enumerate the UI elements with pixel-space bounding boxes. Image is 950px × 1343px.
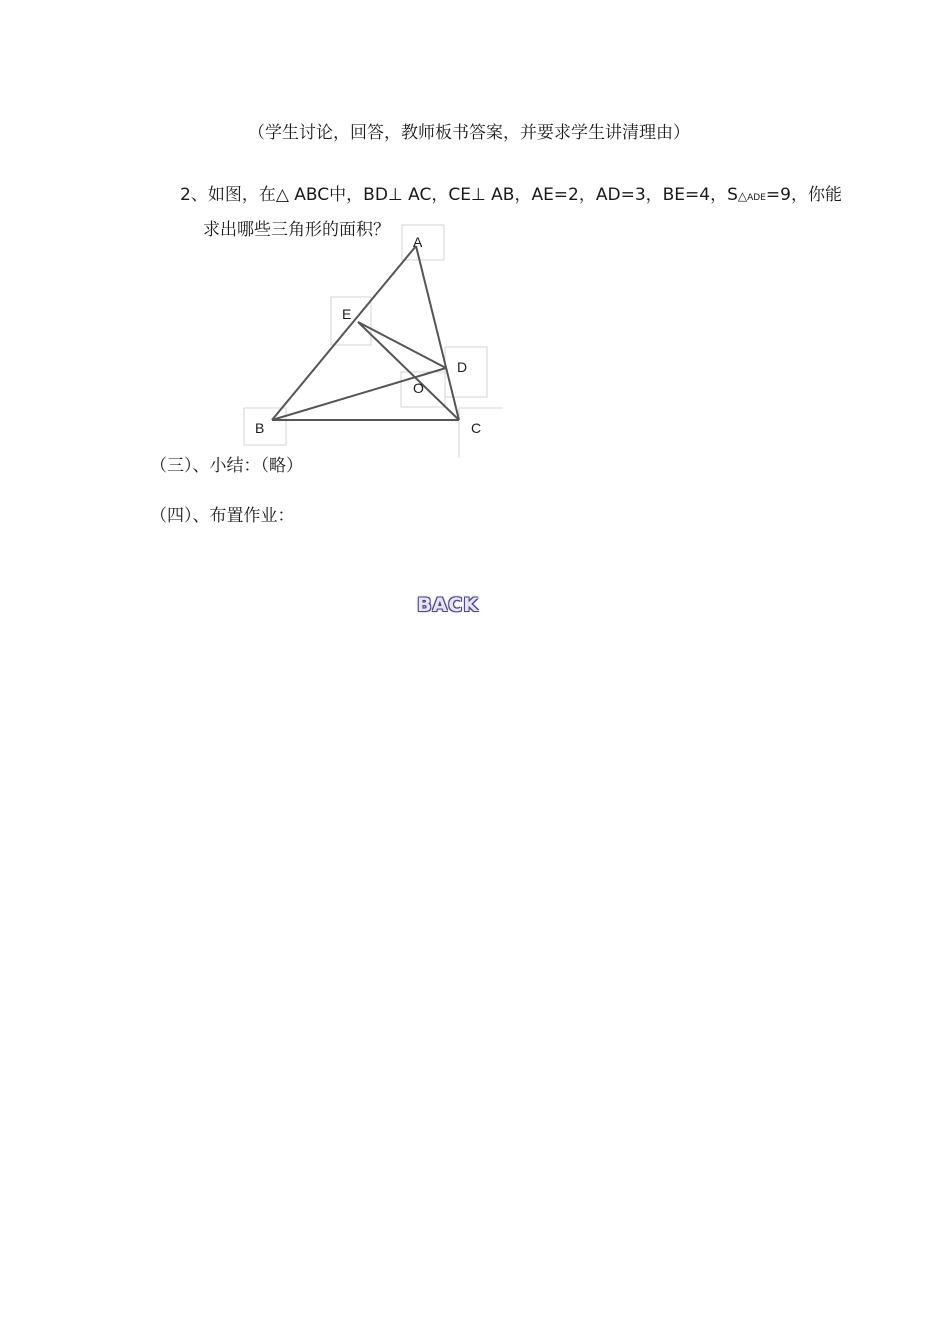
back-button[interactable]: BACK bbox=[417, 594, 479, 616]
area-subscript: ADE bbox=[747, 193, 766, 203]
label-c: C bbox=[471, 420, 482, 436]
question-line-2: 求出哪些三角形的面积？ bbox=[203, 220, 390, 240]
teacher-note: （学生讨论，回答，教师板书答案，并要求学生讲清理由） bbox=[248, 123, 690, 143]
summary-heading: （三）、小结：（略） bbox=[150, 456, 303, 476]
question-text: 2、如图，在△ ABC中，BD⊥ AC，CE⊥ AB，AE=2，AD=3，BE=4，S bbox=[180, 185, 738, 205]
label-d: D bbox=[457, 359, 468, 375]
label-o: O bbox=[413, 380, 424, 396]
segment-ce bbox=[358, 322, 459, 420]
question-tail: =9，你能 bbox=[765, 185, 842, 205]
triangle-symbol: △ bbox=[737, 189, 748, 203]
question-line-1 bbox=[180, 180, 842, 205]
segment-ab bbox=[272, 246, 416, 420]
label-box-b bbox=[244, 408, 286, 445]
label-e: E bbox=[342, 306, 352, 322]
triangle-figure bbox=[240, 222, 510, 462]
homework-heading: （四）、布置作业： bbox=[150, 506, 295, 526]
label-a: A bbox=[413, 234, 423, 250]
label-b: B bbox=[255, 420, 265, 436]
